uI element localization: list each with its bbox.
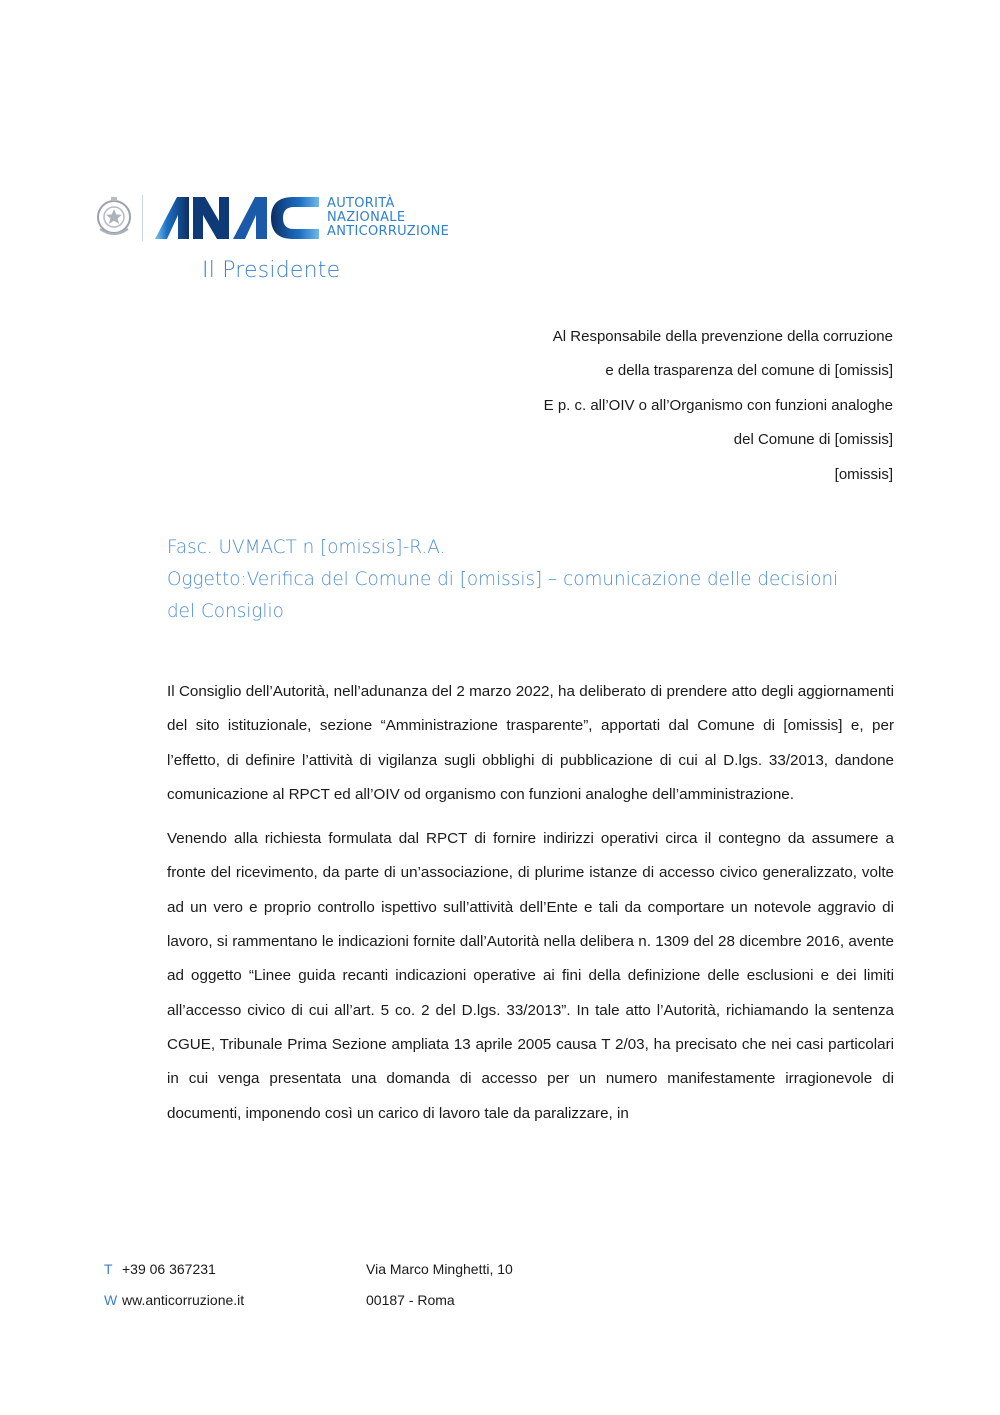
addressee-line: E p. c. all’OIV o all’Organismo con funzioni analoghe: [543, 396, 893, 414]
website-link[interactable]: ww.anticorruzione.it: [122, 1292, 245, 1308]
letterhead-logo: [94, 192, 449, 244]
logo-text-line-2: NAZIONALE: [327, 210, 406, 225]
phone-tag: T: [104, 1261, 113, 1277]
subject-line-continuation: del Consiglio: [167, 601, 284, 622]
logo-text-line-1: AUTORITÀ: [327, 196, 395, 211]
footer-address: [366, 1254, 606, 1316]
president-title: Il Presidente: [202, 258, 341, 283]
addressee-block: [544, 320, 893, 492]
addressee-line: del Comune di [omissis]: [733, 431, 893, 449]
footer-contacts: [104, 1254, 344, 1316]
addressee-line: e della trasparenza del comune di [omissis]: [605, 362, 893, 380]
republic-emblem-icon: [94, 195, 134, 241]
footer-phone: [104, 1254, 344, 1285]
subject-line: Oggetto:Verifica del Comune di [omissis] – comunicazione delle decisioni: [167, 569, 839, 590]
letter-body: [167, 675, 894, 1141]
subject-block: [167, 532, 894, 628]
address-city: 00187 - Roma: [366, 1292, 455, 1308]
logo-text-line-3: ANTICORRUZIONE: [327, 224, 450, 239]
footer-website: [104, 1285, 344, 1316]
logo-divider: [142, 195, 143, 241]
addressee-line: Al Responsabile della prevenzione della corruzione: [552, 328, 893, 345]
anac-logo-icon: [153, 195, 321, 241]
web-tag: W: [104, 1292, 118, 1308]
body-paragraph-1: Il Consiglio dell’Autorità, nell’adunanza del 2 marzo 2022, ha deliberato di prendere atto degli aggiornamenti del sito istituzionale, sezione “Amministrazione trasparente”, apportati dal Comune di [omissis] e, per l’effetto, di definire l’attività di vigilanza sugli obblighi di pubblicazione di cui al D.lgs. 33/2013, dandone comunicazione al RPCT ed all’OIV od organismo con funzioni analoghe dell’amministrazione.: [167, 683, 894, 803]
file-reference: Fasc. UVMACT n [omissis]-R.A.: [167, 537, 446, 558]
address-street: Via Marco Minghetti, 10: [366, 1261, 513, 1277]
anac-wordmark: [327, 197, 449, 239]
phone-number: +39 06 367231: [122, 1261, 216, 1277]
body-paragraph-2: Venendo alla richiesta formulata dal RPCT di fornire indirizzi operativi circa il contegno da assumere a fronte del ricevimento, da parte di un’associazione, di plurime istanze di accesso civico generalizzato, volte ad un vero e proprio controllo ispettivo sull’attività dell’Ente e tali da comportare un notevole aggravio di lavoro, si rammentano le indicazioni fornite dall’Autorità nella delibera n. 1309 del 28 dicembre 2016, avente ad oggetto “Linee guida recanti indicazioni operative ai fini della definizione delle esclusioni e dei limiti all’accesso civico di cui all’art. 5 co. 2 del D.lgs. 33/2013”. In tale atto l’Autorità, richiamando la sentenza CGUE, Tribunale Prima Sezione ampliata 13 aprile 2005 causa T 2/03, ha precisato che nei casi particolari in cui venga presentata una domanda di accesso per un numero manifestamente irragionevole di documenti, imponendo così un carico di lavoro tale da paralizzare, in: [167, 830, 894, 1122]
addressee-line: [omissis]: [834, 465, 893, 483]
